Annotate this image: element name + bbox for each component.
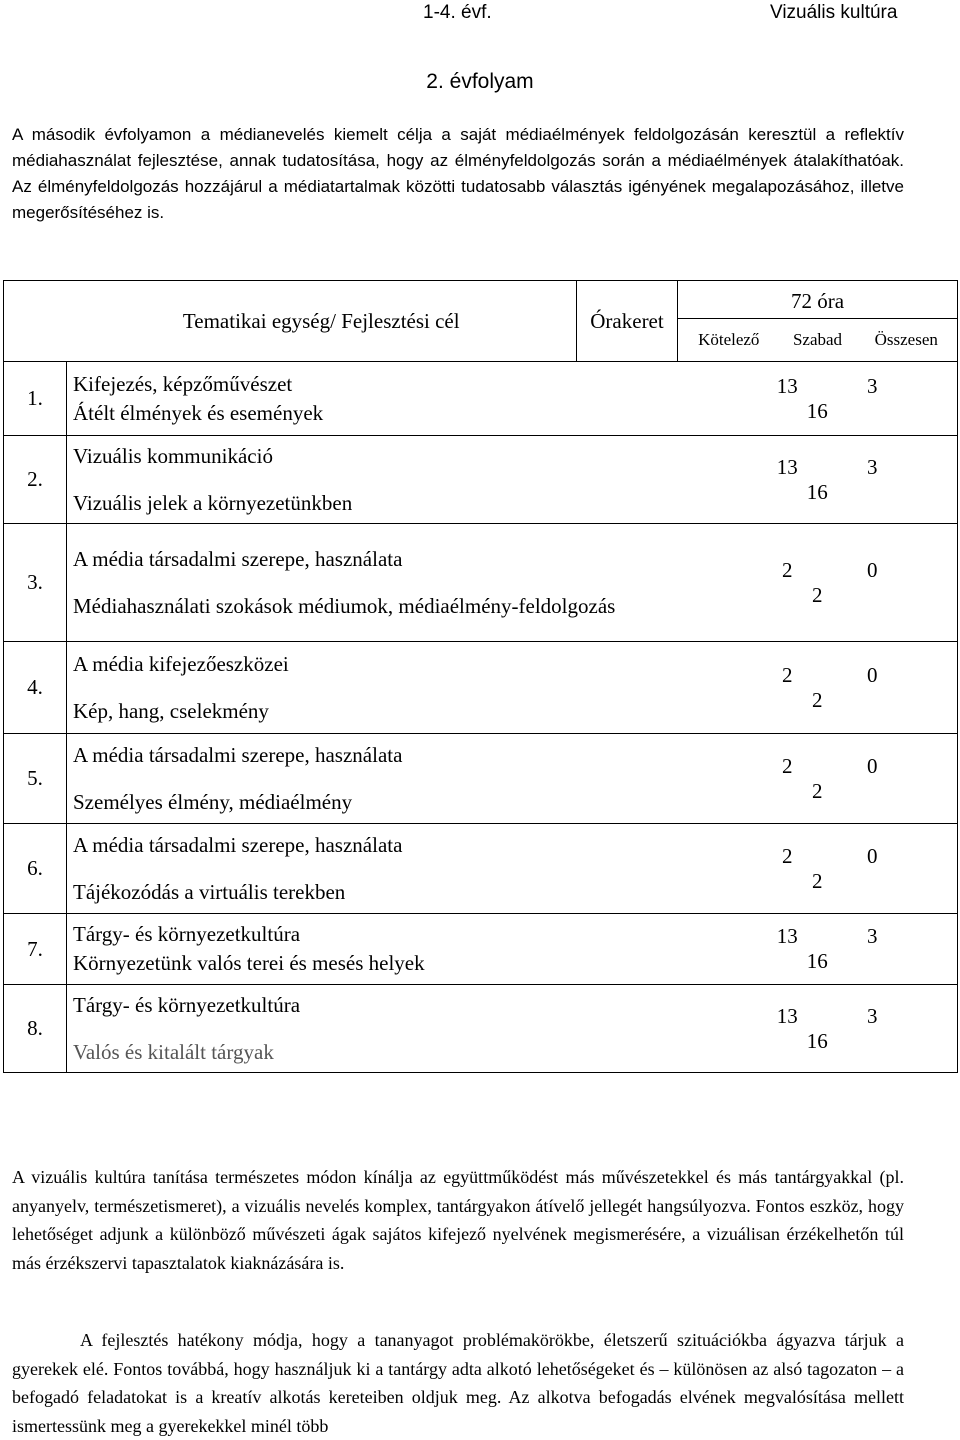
table-row [4,985,958,1073]
body-paragraph-1 [12,1163,904,1277]
table-row [4,824,958,914]
row-hours-free: 0 [867,843,878,868]
row-hours [678,524,958,642]
header-total-hours: 72 óra [678,281,958,319]
row-topic-title: Kifejezés, képzőművészet [73,371,293,396]
row-hours-sum: 2 [812,778,823,803]
row-hours-required: 2 [782,843,793,868]
row-number: 1. [4,362,67,436]
row-topic-subtitle: Átélt élmények és események [73,400,324,425]
header-required: Kötelező [678,319,780,362]
row-topic-subtitle: Tájékozódás a virtuális terekben [73,879,346,904]
body-paragraph-2 [12,1326,904,1440]
intro-paragraph [12,122,904,226]
row-number: 3. [4,524,67,642]
header-sum: Összesen [856,319,958,362]
row-topic [67,436,678,524]
row-number: 6. [4,824,67,914]
header-empty [4,281,67,362]
row-hours-sum: 16 [806,479,828,504]
row-topic-title: A média kifejezőeszközei [73,651,289,676]
table-row [4,436,958,524]
header-frame: Órakeret [577,281,678,362]
row-hours [678,734,958,824]
row-hours-free: 3 [867,454,878,479]
row-hours-free: 3 [867,924,878,948]
row-topic-title: A média társadalmi szerepe, használata [73,832,403,857]
row-topic [67,642,678,734]
row-topic [67,914,678,985]
row-hours [678,642,958,734]
row-hours-sum: 2 [812,868,823,893]
row-topic [67,985,678,1073]
row-topic-title: Vizuális kommunikáció [73,443,273,468]
table-row [4,362,958,436]
row-hours-required: 13 [776,1003,798,1028]
row-hours-free: 0 [867,557,878,582]
row-hours-required: 13 [776,454,798,479]
body-paragraph-2-text: A fejlesztés hatékony módja, hogy a tananyagot problémakörökbe, életszerű szituációkba ágyazva tárjuk a gyerekek elé. Fontos továbbá, hogy használjuk ki a tantárgy adta alkotó lehetőségeket és – különösen az alsó tagozaton – a befogadó feladatokat is a kreatív alkotás kereteiben oldjuk meg. Az alkotva befogadás elvének megvalósítása mellett ismertessünk meg a gyerekekkel minél több [12,1330,904,1436]
row-hours-required: 2 [782,753,793,778]
table-row [4,914,958,985]
row-number: 5. [4,734,67,824]
row-topic-title: A média társadalmi szerepe, használata [73,546,403,571]
row-topic-title: Tárgy- és környezetkultúra [73,922,301,946]
row-hours-required: 2 [782,557,793,582]
table-row [4,734,958,824]
table-header-row [4,281,958,319]
row-hours-free: 3 [867,1003,878,1028]
row-number: 7. [4,914,67,985]
row-hours-sum: 2 [812,582,823,607]
row-topic [67,524,678,642]
row-topic-subtitle: Kép, hang, cselekmény [73,698,269,723]
row-hours-required: 13 [776,924,798,948]
row-hours-required: 2 [782,662,793,687]
row-topic [67,734,678,824]
row-hours [678,824,958,914]
row-topic-subtitle: Környezetünk valós terei és mesés helyek [73,951,425,975]
row-hours-free: 0 [867,753,878,778]
row-hours-sum: 2 [812,687,823,712]
row-hours-sum: 16 [806,398,828,423]
row-hours-free: 0 [867,662,878,687]
row-hours-required: 13 [776,373,798,398]
row-topic-subtitle: Valós és kitalált tárgyak [73,1039,274,1064]
header-topic: Tematikai egység/ Fejlesztési cél [67,281,577,362]
row-hours [678,985,958,1073]
row-topic-title: Tárgy- és környezetkultúra [73,992,301,1017]
row-hours-sum: 16 [806,1028,828,1053]
row-topic-subtitle: Médiahasználati szokások médiumok, médiaélmény-feldolgozás [73,593,616,618]
row-topic [67,824,678,914]
row-number: 4. [4,642,67,734]
row-hours [678,914,958,985]
row-hours-sum: 16 [806,949,828,973]
row-topic [67,362,678,436]
row-hours-free: 3 [867,373,878,398]
table-row [4,524,958,642]
row-hours [678,436,958,524]
row-topic-subtitle: Személyes élmény, médiaélmény [73,789,353,814]
intro-text: A második évfolyamon a médianevelés kiemelt célja a saját médiaélmények feldolgozásán keresztül a reflektív médiahasználat fejlesztése, annak tudatosítása, hogy az élményfeldolgozás során a médiaélmények átalakíthatóak. Az élményfeldolgozás hozzájárul a médiatartalmak közötti tudatosabb választás igényének megalapozásához, illetve megerősítéséhez is. [12,125,904,222]
row-topic-subtitle: Vizuális jelek a környezetünkben [73,490,353,515]
table-row [4,642,958,734]
header-subject: Vizuális kultúra [770,2,898,23]
header-grade: 1-4. évf. [423,2,492,23]
row-number: 2. [4,436,67,524]
row-number: 8. [4,985,67,1073]
row-hours [678,362,958,436]
page-title: 2. évfolyam [426,70,534,93]
row-topic-title: A média társadalmi szerepe, használata [73,742,403,767]
body-paragraph-1-text: A vizuális kultúra tanítása természetes módon kínálja az együttműködést más művészetekkel és más tantárgyakkal (pl. anyanyelv, természetismeret), a vizuális nevelés komplex, tantárgyakon átívelő jellegét hangsúlyozva. Fontos eszköz, hogy lehetőséget adjunk a különböző művészeti ágak sajátos kifejező nyelvének megismerésére, a vizuálisan érzékelhetőn túl más érzékszervi tapasztalatok kiaknázására is. [12,1167,904,1273]
curriculum-table [3,280,958,1073]
header-free: Szabad [780,319,856,362]
